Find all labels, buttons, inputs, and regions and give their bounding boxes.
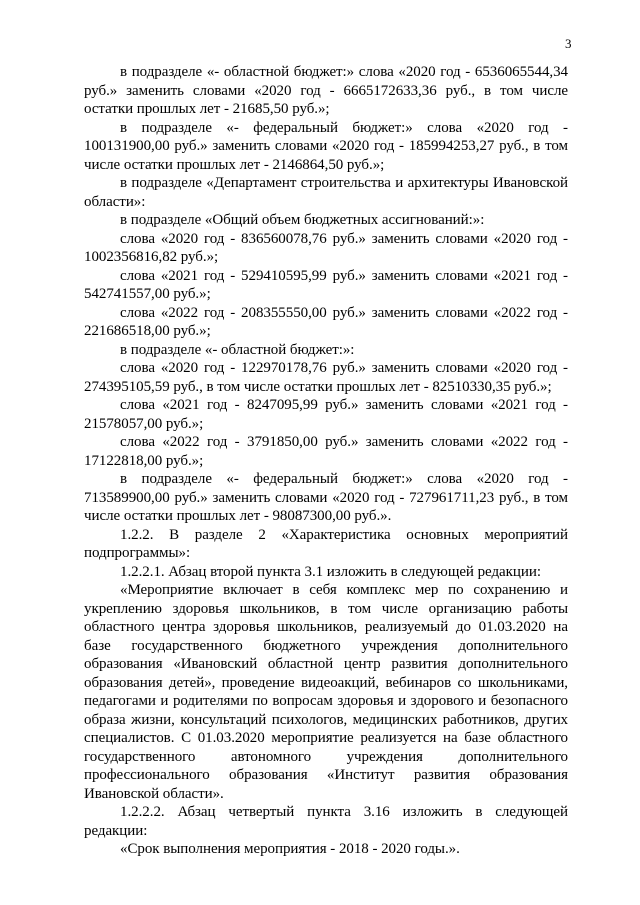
paragraph: 1.2.2.1. Абзац второй пункта 3.1 изложить в следующей редакции:: [120, 563, 541, 580]
paragraph: в подразделе «- федеральный бюджет:» слова «2020 год - 100131900,00 руб.» заменить словами «2020 год - 185994253,27 руб., в том числе остатки прошлых лет - 2146864,50 руб.»;: [84, 119, 568, 173]
document-body: [84, 63, 568, 859]
paragraph: слова «2021 год - 8247095,99 руб.» заменить словами «2021 год - 21578057,00 руб.»;: [84, 397, 568, 432]
section-heading: 1.2.2. В разделе 2 «Характеристика основных мероприятий подпрограммы»:: [84, 526, 568, 561]
quoted-paragraph: «Мероприятие включает в себя комплекс мер по сохранению и укреплению здоровья школьников, в том числе организацию работы областного центра здоровья школьников, реализуемый до 01.03.2020 на базе государственного бюджетного учреждения дополнительного образования «Ивановский областной центр развития дополнительного образования детей», проведение видеоакций, вебинаров со школьниками, педагогами и родителями по вопросам здоровья и здорового и безопасного образа жизни, консультаций психологов, медицинских работников, других специалистов. С 01.03.2020 мероприятие реализуется на базе областного государственного автономного учреждения дополнительного профессионального образования «Институт развития образования Ивановской области».: [84, 582, 568, 802]
paragraph: 1.2.2.2. Абзац четвертый пункта 3.16 изложить в следующей редакции:: [84, 804, 568, 839]
paragraph: слова «2022 год - 3791850,00 руб.» заменить словами «2022 год - 17122818,00 руб.»;: [84, 434, 568, 469]
page-number: 3: [565, 36, 572, 51]
paragraph: в подразделе «- областной бюджет:» слова «2020 год - 6536065544,34 руб.» заменить словами «2020 год - 6665172633,36 руб., в том числе остатки прошлых лет - 21685,50 руб.»;: [84, 64, 568, 117]
paragraph: слова «2020 год - 122970178,76 руб.» заменить словами «2020 год - 274395105,59 руб., в том числе остатки прошлых лет - 82510330,35 руб.»;: [84, 360, 568, 395]
paragraph: в подразделе «Департамент строительства и архитектуры Ивановской области»:: [84, 175, 568, 210]
paragraph: в подразделе «- областной бюджет:»:: [120, 341, 355, 358]
paragraph: слова «2020 год - 836560078,76 руб.» заменить словами «2020 год - 1002356816,82 руб.»;: [84, 230, 568, 265]
quoted-paragraph: «Срок выполнения мероприятия - 2018 - 2020 годы.».: [120, 841, 460, 857]
paragraph: слова «2022 год - 208355550,00 руб.» заменить словами «2022 год - 221686518,00 руб.»;: [84, 304, 568, 339]
paragraph: в подразделе «Общий объем бюджетных ассигнований:»:: [120, 212, 485, 228]
paragraph: слова «2021 год - 529410595,99 руб.» заменить словами «2021 год - 542741557,00 руб.»;: [84, 267, 568, 302]
paragraph: в подразделе «- федеральный бюджет:» слова «2020 год - 713589900,00 руб.» заменить словами «2020 год - 727961711,23 руб., в том числе остатки прошлых лет - 98087300,00 руб.».: [84, 471, 568, 524]
